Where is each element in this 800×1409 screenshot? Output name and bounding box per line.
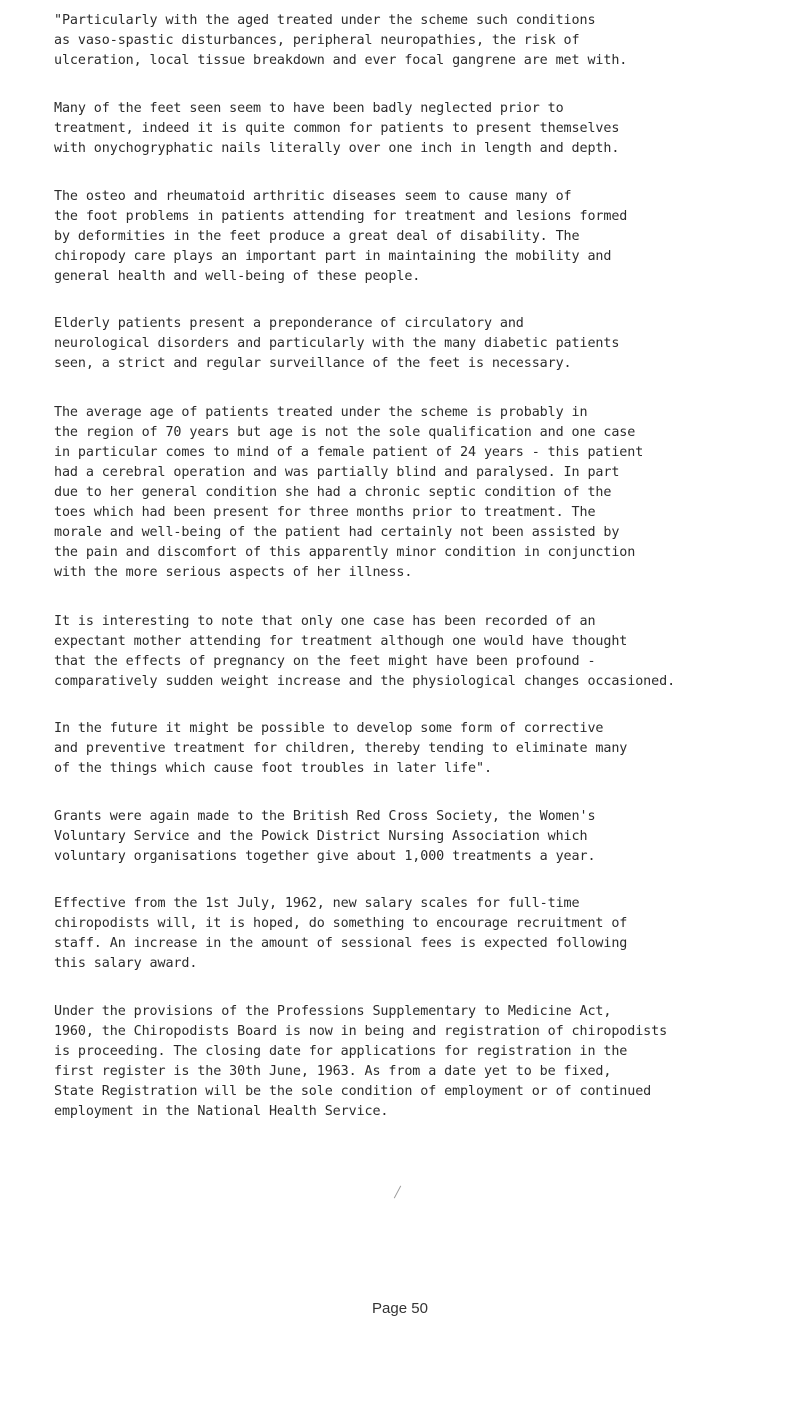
paragraph-6 (54, 612, 774, 692)
text-line: Grants were again made to the British Red Cross Society, the Women's (54, 809, 596, 824)
text-line: as vaso-spastic disturbances, peripheral neuropathies, the risk of (54, 33, 580, 48)
stray-pen-mark (394, 1186, 401, 1199)
text-line: expectant mother attending for treatment although one would have thought (54, 634, 628, 649)
text-line: general health and well-being of these people. (54, 269, 421, 284)
text-line: by deformities in the feet produce a great deal of disability. The (54, 229, 580, 244)
text-line: in particular comes to mind of a female patient of 24 years - this patient (54, 445, 644, 460)
text-line: voluntary organisations together give about 1,000 treatments a year. (54, 849, 596, 864)
text-line: and preventive treatment for children, thereby tending to eliminate many (54, 741, 628, 756)
text-line: It is interesting to note that only one case has been recorded of an (54, 614, 596, 629)
text-line: chiropody care plays an important part in maintaining the mobility and (54, 249, 612, 264)
text-line: The osteo and rheumatoid arthritic diseases seem to cause many of (54, 189, 572, 204)
text-line: neurological disorders and particularly with the many diabetic patients (54, 336, 620, 351)
text-line: due to her general condition she had a chronic septic condition of the (54, 485, 612, 500)
text-line: Elderly patients present a preponderance of circulatory and (54, 316, 524, 331)
paragraph-2 (54, 99, 774, 159)
paragraph-7 (54, 719, 774, 779)
text-line: with the more serious aspects of her illness. (54, 565, 413, 580)
text-line: Effective from the 1st July, 1962, new salary scales for full-time (54, 896, 580, 911)
text-line: that the effects of pregnancy on the feet might have been profound - (54, 654, 596, 669)
text-line: the region of 70 years but age is not the sole qualification and one case (54, 425, 636, 440)
text-line: had a cerebral operation and was partially blind and paralysed. In part (54, 465, 620, 480)
paragraph-9 (54, 894, 774, 974)
text-line: with onychogryphatic nails literally over one inch in length and depth. (54, 141, 620, 156)
text-line: chiropodists will, it is hoped, do something to encourage recruitment of (54, 916, 628, 931)
text-line: State Registration will be the sole condition of employment or of continued (54, 1084, 652, 1099)
paragraph-5 (54, 403, 774, 583)
text-line: morale and well-being of the patient had certainly not been assisted by (54, 525, 620, 540)
text-line: is proceeding. The closing date for applications for registration in the (54, 1044, 628, 1059)
text-line: In the future it might be possible to develop some form of corrective (54, 721, 604, 736)
text-line: first register is the 30th June, 1963. As from a date yet to be fixed, (54, 1064, 612, 1079)
text-line: this salary award. (54, 956, 198, 971)
text-line: Under the provisions of the Professions Supplementary to Medicine Act, (54, 1004, 612, 1019)
text-line: toes which had been present for three months prior to treatment. The (54, 505, 596, 520)
text-line: of the things which cause foot troubles in later life". (54, 761, 492, 776)
text-line: Voluntary Service and the Powick District Nursing Association which (54, 829, 588, 844)
text-line: "Particularly with the aged treated under the scheme such conditions (54, 13, 596, 28)
text-line: 1960, the Chiropodists Board is now in being and registration of chiropodists (54, 1024, 668, 1039)
text-line: staff. An increase in the amount of sessional fees is expected following (54, 936, 628, 951)
text-line: ulceration, local tissue breakdown and ever focal gangrene are met with. (54, 53, 628, 68)
page-number: Page 50 (372, 1300, 428, 1317)
text-line: The average age of patients treated under the scheme is probably in (54, 405, 588, 420)
text-line: treatment, indeed it is quite common for patients to present themselves (54, 121, 620, 136)
text-line: comparatively sudden weight increase and the physiological changes occasioned. (54, 674, 676, 689)
paragraph-8 (54, 807, 774, 867)
paragraph-1 (54, 11, 774, 71)
text-line: Many of the feet seen seem to have been badly neglected prior to (54, 101, 564, 116)
text-line: the foot problems in patients attending for treatment and lesions formed (54, 209, 628, 224)
text-line: employment in the National Health Service. (54, 1104, 389, 1119)
paragraph-10 (54, 1002, 774, 1122)
text-line: seen, a strict and regular surveillance of the feet is necessary. (54, 356, 572, 371)
paragraph-3 (54, 187, 774, 287)
paragraph-4 (54, 314, 774, 374)
text-line: the pain and discomfort of this apparently minor condition in conjunction (54, 545, 636, 560)
